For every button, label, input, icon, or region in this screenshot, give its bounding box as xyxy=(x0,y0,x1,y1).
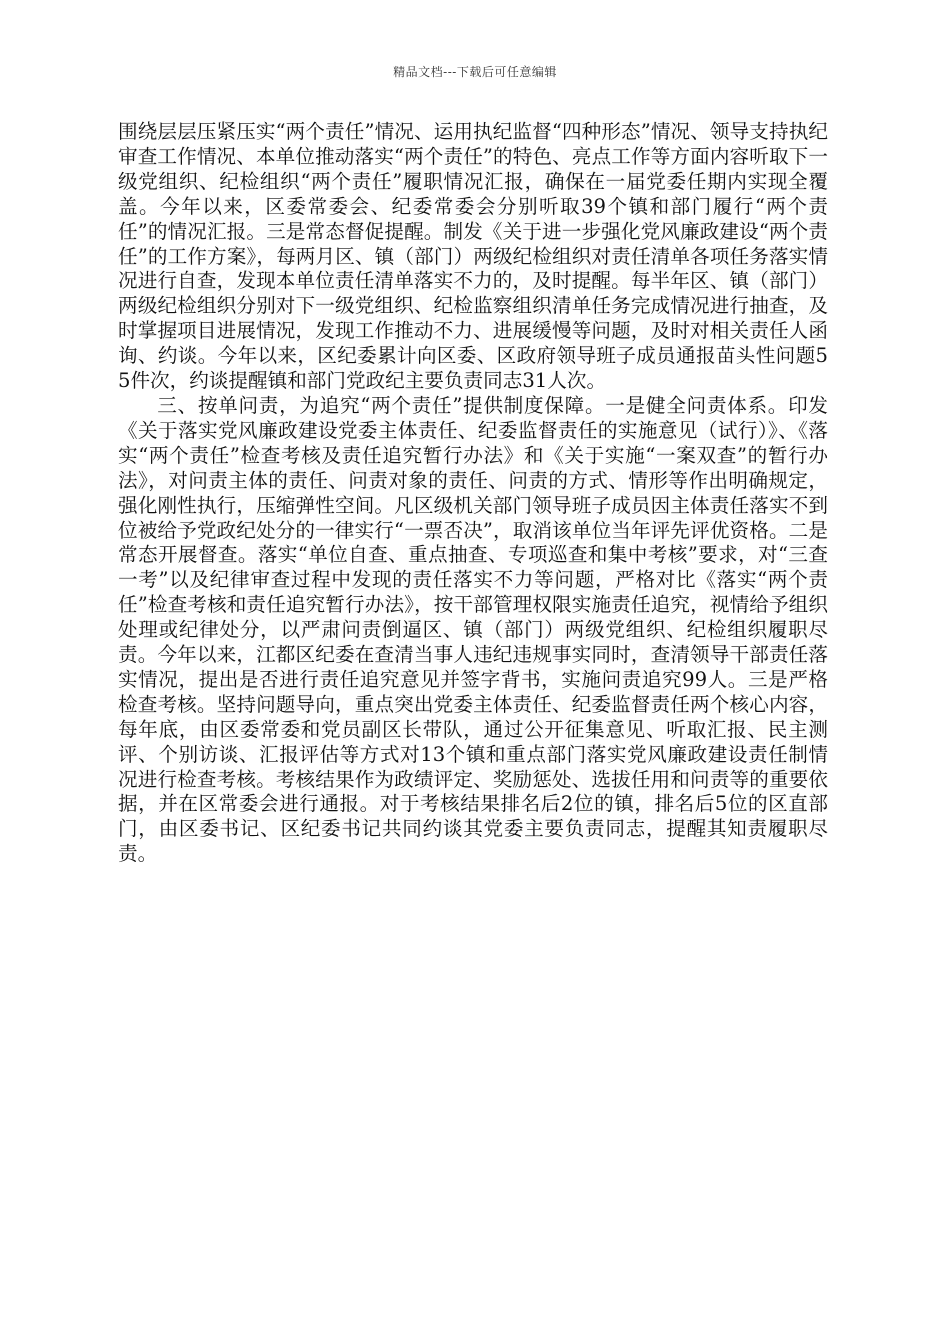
paragraph-continuation: 围绕层层压紧压实“两个责任”情况、运用执纪监督“四种形态”情况、领导支持执纪审查工作情况、本单位推动落实“两个责任”的特色、亮点工作等方面内容听取下一级党组织、纪检组织“两个责任”履职情况汇报，确保在一届党委任期内实现全覆盖。今年以来，区委常委会、纪委常委会分别听取39个镇和部门履行“两个责任”的情况汇报。三是常态督促提醒。制发《关于进一步强化党风廉政建设“两个责任”的工作方案》，每两月区、镇（部门）两级纪检组织对责任清单各项任务落实情况进行自查，发现本单位责任清单落实不力的，及时提醒。每半年区、镇（部门）两级纪检组织分别对下一级党组织、纪检监察组织清单任务完成情况进行抽查，及时掌握项目进展情况，发现工作推动不力、进展缓慢等问题，及时对相关责任人函询、约谈。今年以来，区纪委累计向区委、区政府领导班子成员通报苗头性问题55件次，约谈提醒镇和部门党政纪主要负责同志31人次。 xyxy=(118,120,828,393)
paragraph-section-three: 三、按单问责，为追究“两个责任”提供制度保障。一是健全问责体系。印发《关于落实党风廉政建设党委主体责任、纪委监督责任的实施意见（试行）》、《落实“两个责任”检查考核及责任追究暂行办法》和《关于实施“一案双查”的暂行办法》，对问责主体的责任、问责对象的责任、问责的方式、情形等作出明确规定，强化刚性执行，压缩弹性空间。凡区级机关部门领导班子成员因主体责任落实不到位被给予党政纪处分的一律实行“一票否决”，取消该单位当年评先评优资格。二是常态开展督查。落实“单位自查、重点抽查、专项巡查和集中考核”要求，对“三查一考”以及纪律审查过程中发现的责任落实不力等问题，严格对比《落实“两个责任”检查考核和责任追究暂行办法》，按干部管理权限实施责任追究，视情给予组织处理或纪律处分，以严肃问责倒逼区、镇（部门）两级党组织、纪检组织履职尽责。今年以来，江都区纪委在查清当事人违纪违规事实同时，查清领导干部责任落实情况，提出是否进行责任追究意见并签字背书，实施问责追究99人。三是严格检查考核。坚持问题导向，重点突出党委主体责任、纪委监督责任两个核心内容，每年底，由区委常委和党员副区长带队，通过公开征集意见、听取汇报、民主测评、个别访谈、汇报评估等方式对13个镇和重点部门落实党风廉政建设责任制情况进行检查考核。考核结果作为政绩评定、奖励惩处、选拔任用和问责等的重要依据，并在区常委会进行通报。对于考核结果排名后2位的镇，排名后5位的区直部门，由区委书记、区纪委书记共同约谈其党委主要负责同志，提醒其知责履职尽责。 xyxy=(118,393,828,866)
document-body xyxy=(118,120,828,867)
page-header: 精品文档---下载后可任意编辑 xyxy=(393,65,557,79)
